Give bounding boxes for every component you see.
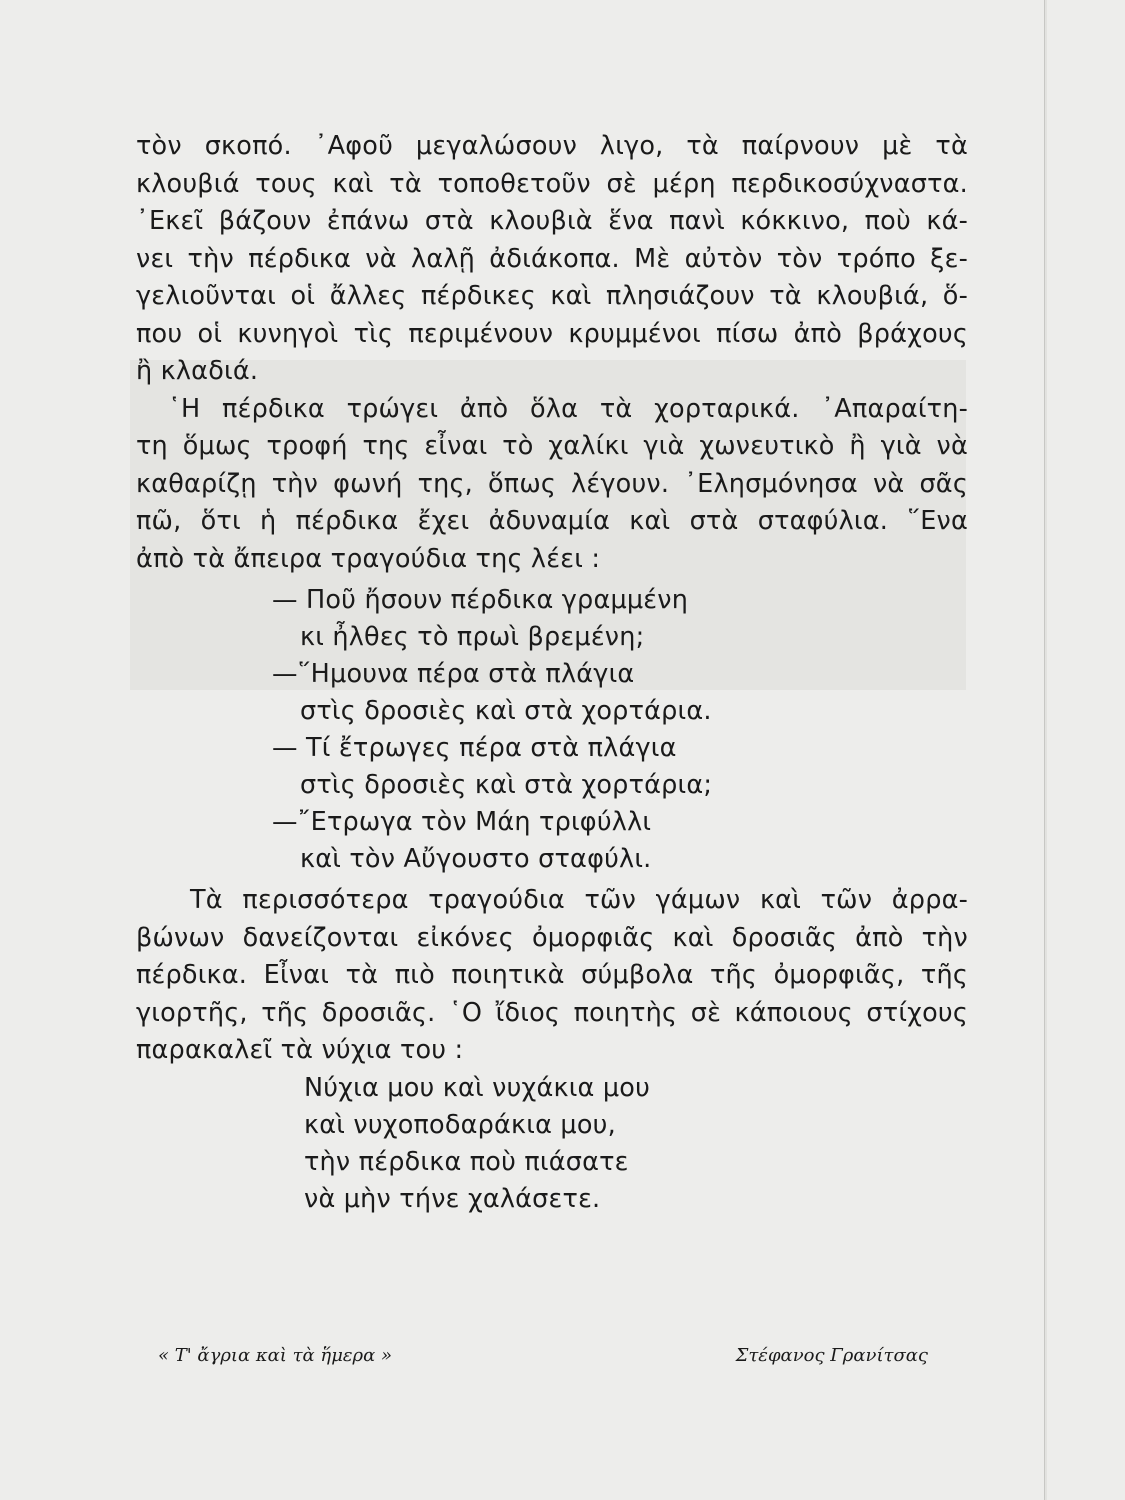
verse-line: τὴν πέρδικα ποὺ πιάσατε — [304, 1146, 629, 1177]
verse-line: καὶ νυχοποδαράκια μου, — [304, 1109, 616, 1140]
verse-line: —῞Ημουνα πέρα στὰ πλάγια — [272, 659, 635, 689]
verse-line: — Τί ἔτρωγες πέρα στὰ πλάγια — [272, 733, 677, 763]
paragraph-2 — [136, 391, 968, 579]
song-2 — [136, 1070, 968, 1218]
text-line: γελιοῦνται οἱ ἄλλες πέρδικες καὶ πλησιάζουν τὰ κλουβιά, ὅ- — [136, 281, 968, 311]
verse-line: καὶ τὸν Αὔγουστο σταφύλι. — [300, 844, 652, 874]
text-line: ἢ κλαδιά. — [136, 356, 259, 386]
text-line: γιορτῆς, τῆς δροσιᾶς. ῾Ο ἴδιος ποιητὴς σὲ κάποιους στίχους — [136, 997, 968, 1028]
page-edge-highlight — [1045, 0, 1047, 1500]
paragraph-1 — [136, 128, 968, 391]
text-line: τὸν σκοπό. ᾿Αφοῦ μεγαλώσουν λιγο, τὰ παίρνουν μὲ τὰ — [136, 131, 968, 161]
author-name: Στέφανος Γρανίτσας — [735, 1345, 928, 1366]
text-line: κλουβιά τους καὶ τὰ τοποθετοῦν σὲ μέρη περδικοσύχναστα. — [136, 168, 968, 199]
verse-line: —῎Ετρωγα τὸν Μάη τριφύλλι — [272, 807, 652, 837]
body-text — [136, 128, 968, 1218]
verse-line: νὰ μὴν τήνε χαλάσετε. — [304, 1183, 601, 1214]
verse-line: κι ἦλθες τὸ πρωὶ βρεμένη; — [300, 622, 645, 652]
paragraph-3 — [136, 882, 968, 1070]
text-line: νει τὴν πέρδικα νὰ λαλῇ ἀδιάκοπα. Μὲ αὐτὸν τὸν τρόπο ξε- — [136, 243, 968, 274]
text-line: που οἱ κυνηγοὶ τὶς περιμένουν κρυμμένοι πίσω ἀπὸ βράχους — [136, 318, 968, 349]
text-line: παρακαλεῖ τὰ νύχια του : — [136, 1035, 464, 1065]
text-line: ἀπὸ τὰ ἄπειρα τραγούδια της λέει : — [136, 543, 601, 574]
text-line: ᾿Εκεῖ βάζουν ἐπάνω στὰ κλουβιὰ ἕνα πανὶ κόκκινο, ποὺ κά- — [136, 206, 968, 236]
source-title: « Τ' ἄγρια καὶ τὰ ἥμερα » — [158, 1345, 393, 1366]
verse-line: στὶς δροσιὲς καὶ στὰ χορτάρια; — [300, 770, 713, 800]
text-line: Τὰ περισσότερα τραγούδια τῶν γάμων καὶ τῶν ἀρρα- — [190, 885, 968, 915]
text-line: πῶ, ὅτι ἡ πέρδικα ἔχει ἀδυναμία καὶ στὰ σταφύλια. ῞Ενα — [136, 506, 968, 536]
footer — [158, 1345, 928, 1366]
text-line: τη ὅμως τροφή της εἶναι τὸ χαλίκι γιὰ χωνευτικὸ ἢ γιὰ νὰ — [136, 431, 968, 461]
text-line: ῾Η πέρδικα τρώγει ἀπὸ ὅλα τὰ χορταρικά. ᾿Απαραίτη- — [168, 393, 968, 424]
verse-line: — Ποῦ ἤσουν πέρδικα γραμμένη — [272, 585, 689, 615]
verse-line: Νύχια μου καὶ νυχάκια μου — [304, 1072, 651, 1103]
song-1 — [136, 582, 968, 878]
text-line: καθαρίζῃ τὴν φωνή της, ὅπως λέγουν. ᾿Ελησμόνησα νὰ σᾶς — [136, 468, 968, 499]
verse-line: στὶς δροσιὲς καὶ στὰ χορτάρια. — [300, 696, 712, 726]
text-line: βώνων δανείζονται εἰκόνες ὀμορφιᾶς καὶ δροσιᾶς ἀπὸ τὴν — [136, 922, 968, 953]
text-line: πέρδικα. Εἶναι τὰ πιὸ ποιητικὰ σύμβολα τῆς ὀμορφιᾶς, τῆς — [136, 960, 968, 990]
